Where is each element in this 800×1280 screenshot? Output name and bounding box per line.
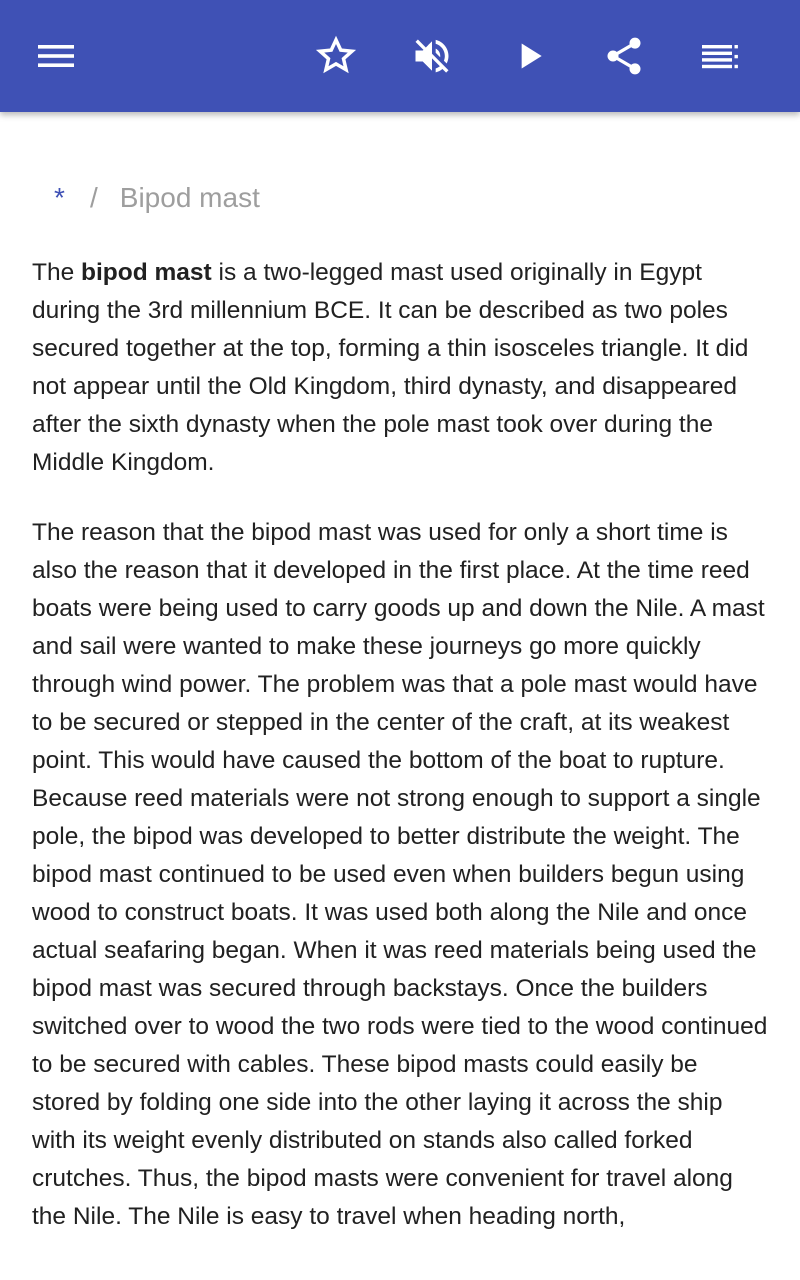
breadcrumb-home-link[interactable]: *: [54, 182, 65, 213]
app-toolbar: [0, 0, 800, 112]
article-body: [32, 254, 772, 1268]
breadcrumb-current: Bipod mast: [119, 182, 260, 213]
article-paragraph: [32, 254, 772, 482]
article-paragraph: The reason that the bipod mast was used for only a short time is also the reason that it developed in the first place. At the time reed boats were being used to carry goods up and down the Nile. A mast and sail were wanted to make these journeys go more quickly through wind power. The problem was that a pole mast would have to be secured or stepped in the center of the craft, at its weakest point. This would have caused the bottom of the boat to rupture. Because reed materials were not strong enough to support a single pole, the bipod was developed to better distribute the weight. The bipod mast continued to be used even when builders begun using wood to construct boats. It was used both along the Nile and once actual seafaring began. When it was reed materials being used the bipod mast was secured through backstays. Once the builders switched over to wood the two rods were tied to the wood continued to be secured with cables. These bipod masts could easily be stored by folding one side into the other laying it across the ship with its weight evenly distributed on stands also called forked crutches. Thus, the bipod masts were convenient for travel along the Nile. The Nile is easy to travel when heading north,: [32, 519, 768, 1230]
article-content[interactable]: [0, 112, 800, 1280]
share-icon[interactable]: [596, 28, 652, 84]
menu-icon[interactable]: [28, 28, 84, 84]
volume-off-icon[interactable]: [404, 28, 460, 84]
article-subject: bipod mast: [81, 259, 212, 286]
playlist-icon[interactable]: [692, 28, 748, 84]
breadcrumb: [54, 182, 260, 214]
play-icon[interactable]: [502, 28, 558, 84]
breadcrumb-separator: /: [90, 182, 98, 213]
paragraph-text: The: [32, 259, 82, 286]
paragraph-text: is a two-legged mast used originally in Egypt during the 3rd millennium BCE. It can be described as two poles secured together at the top, forming a thin isosceles triangle. It did not appear until the Old Kingdom, third dynasty, and disappeared after the sixth dynasty when the pole mast took over during the Middle Kingdom.: [32, 259, 749, 476]
star-outline-icon[interactable]: [308, 28, 364, 84]
